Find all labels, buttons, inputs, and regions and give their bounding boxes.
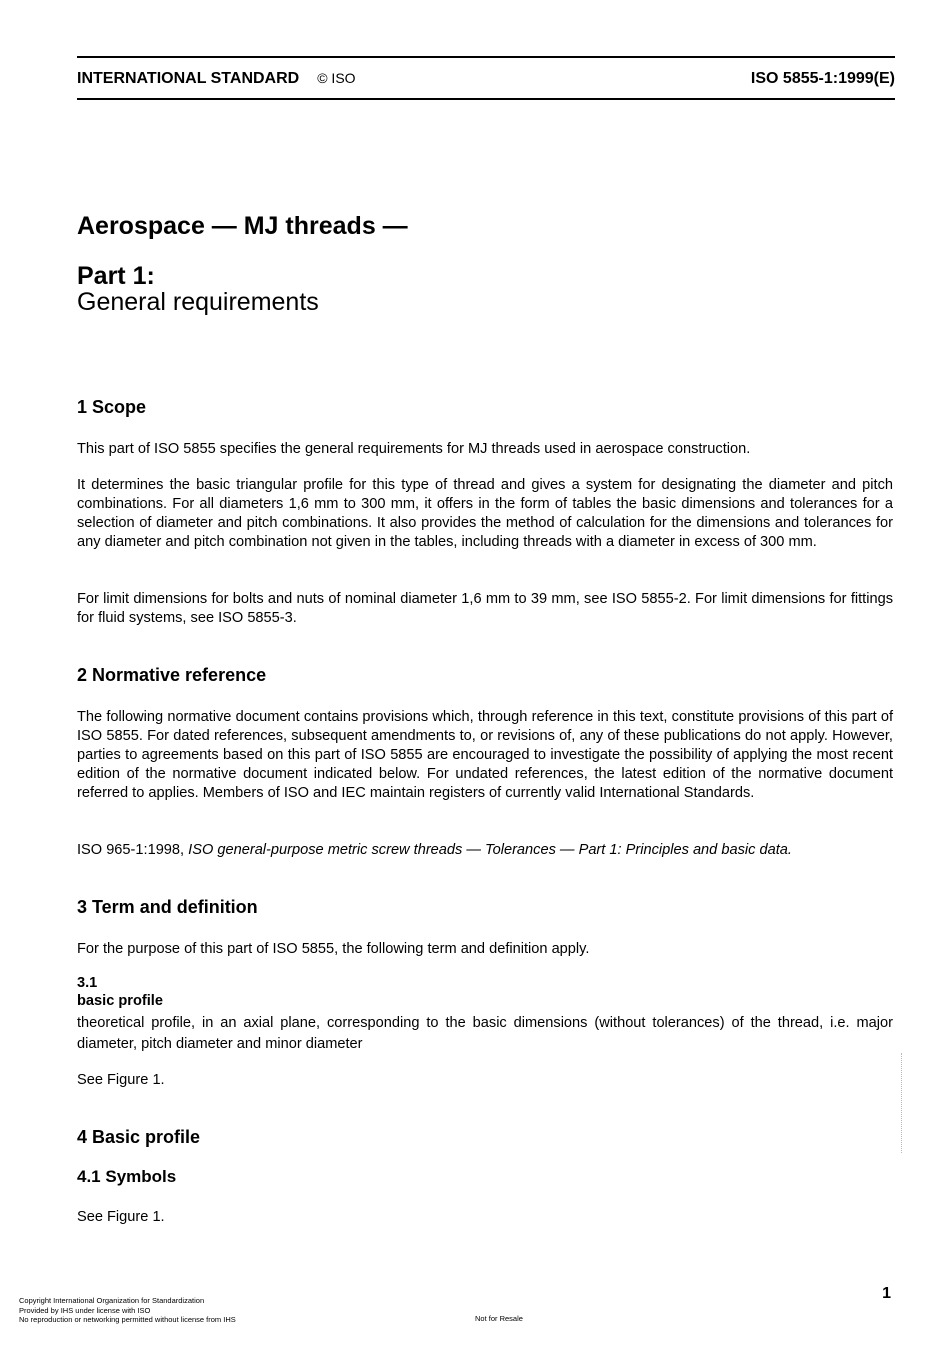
terms-intro: For the purpose of this part of ISO 5855, the following term and definition apply. xyxy=(77,941,590,957)
footer-line-1: Copyright International Organization for Standardization xyxy=(19,1296,205,1305)
header-left xyxy=(77,70,356,88)
footer-copyright xyxy=(19,1296,236,1325)
terms-see-figure: See Figure 1. xyxy=(77,1072,165,1088)
term-name: basic profile xyxy=(77,993,163,1009)
symbols-see-figure: See Figure 1. xyxy=(77,1209,165,1225)
scope-paragraph-2: It determines the basic triangular profile for this type of thread and gives a system for designating the diameter and pitch combinations. For all diameters 1,6 mm to 300 mm, it offers in the form of tables the basic dimensions and tolerances for a selection of diameter and pitch combinations. It also provides the method of calculation for the dimensions and tolerances for any diameter and pitch combination not given in the tables, including threads with a diameter in excess of 300 mm. xyxy=(77,477,893,550)
part-subtitle: General requirements xyxy=(77,288,319,316)
term-definition: theoretical profile, in an axial plane, corresponding to the basic dimensions (without tolerances) of the thread, i.e. major diameter, pitch diameter and minor diameter xyxy=(77,1015,893,1052)
footer-not-for-resale: Not for Resale xyxy=(475,1314,523,1323)
header-top-rule xyxy=(77,56,895,58)
part-label: Part 1: xyxy=(77,262,155,290)
reference-title: ISO general-purpose metric screw threads — Tolerances — Part 1: Principles and basic data. xyxy=(188,842,792,858)
margin-watermark xyxy=(901,1053,905,1153)
footer-line-2: Provided by IHS under license with ISO xyxy=(19,1305,151,1315)
footer-line-3: No reproduction or networking permitted without license from IHS xyxy=(19,1315,236,1324)
page-number: 1 xyxy=(882,1285,891,1302)
scope-paragraph-1: This part of ISO 5855 specifies the general requirements for MJ threads used in aerospace construction. xyxy=(77,441,751,457)
section-heading-basic-profile: 4 Basic profile xyxy=(77,1127,201,1147)
header-bottom-rule xyxy=(77,98,895,100)
normative-paragraph: The following normative document contains provisions which, through reference in this text, constitute provisions of this part of ISO 5855. For dated references, subsequent amendments to, or revisions of, any of these publications do not apply. However, parties to agreements based on this part of ISO 5855 are encouraged to investigate the possibility of applying the most recent edition of the normative document indicated below. For undated references, the latest edition of the normative document referred to applies. Members of ISO and IEC maintain registers of currently valid International Standards. xyxy=(77,709,893,801)
reference-number: ISO 965-1:1998, xyxy=(77,842,185,858)
doc-type: INTERNATIONAL STANDARD xyxy=(77,70,300,87)
doc-number: ISO 5855-1:1999(E) xyxy=(750,70,895,87)
section-heading-term-definition: 3 Term and definition xyxy=(77,897,258,917)
normative-reference-item xyxy=(77,841,893,860)
document-title: Aerospace — MJ threads — xyxy=(77,212,408,240)
copyright-mark: © ISO xyxy=(317,70,356,86)
subsection-heading-symbols: 4.1 Symbols xyxy=(77,1167,177,1186)
section-heading-normative-reference: 2 Normative reference xyxy=(77,665,267,685)
term-number: 3.1 xyxy=(77,975,98,991)
section-heading-scope: 1 Scope xyxy=(77,397,147,417)
scope-paragraph-3: For limit dimensions for bolts and nuts of nominal diameter 1,6 mm to 39 mm, see ISO 5855-2. For limit dimensions for fittings for fluid systems, see ISO 5855-3. xyxy=(77,591,893,626)
